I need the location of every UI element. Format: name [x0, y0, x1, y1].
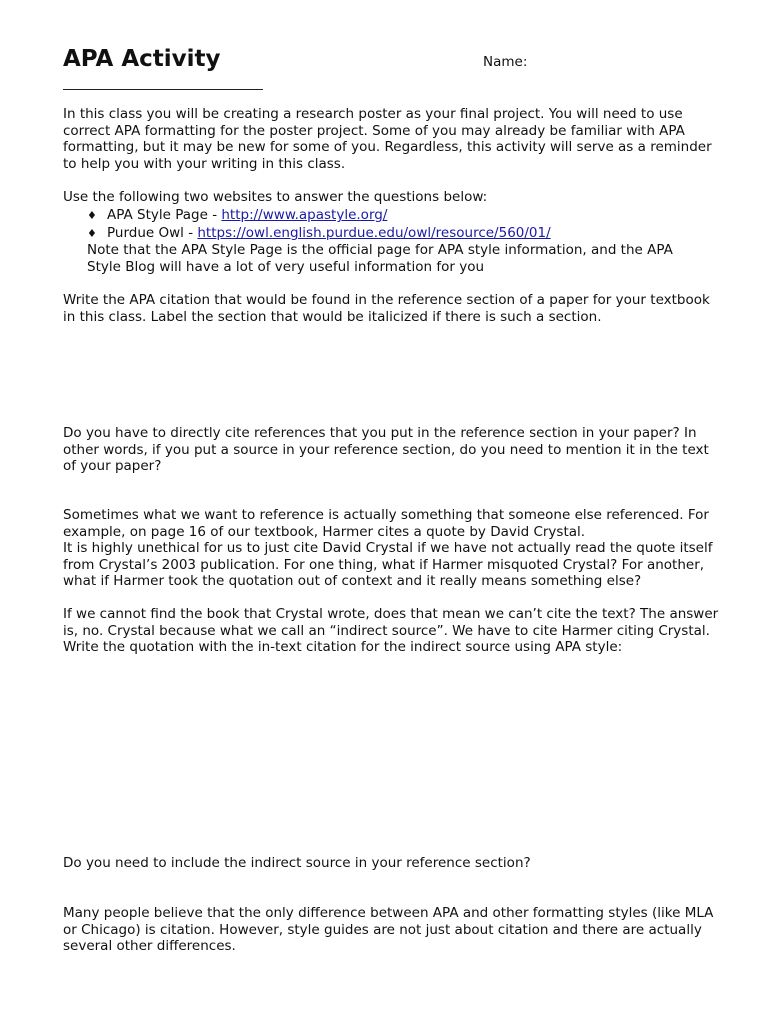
question-indirect-reference: Do you need to include the indirect source in your reference section?: [63, 855, 531, 871]
apastyle-link[interactable]: http://www.apastyle.org/: [221, 207, 388, 223]
list-item-purdue-owl: [87, 225, 551, 243]
question-textbook-citation: Write the APA citation that would be found in the reference section of a paper for your textbook in this class. Label the section that would be italicized if there is such a section.: [63, 292, 710, 325]
list-item-apa-style: [87, 207, 387, 225]
formatting-styles-paragraph: Many people believe that the only difference between APA and other formatting styles (like MLA or Chicago) is citation. However, style guides are not just about citation and there are actually several other differences.: [63, 905, 714, 955]
diamond-bullet-icon: ♦: [87, 209, 97, 222]
websites-note: Note that the APA Style Page is the official page for APA style information, and the APA Style Blog will have a lot of very useful information for you: [87, 242, 673, 275]
question-direct-cite: Do you have to directly cite references that you put in the reference section in your paper? In other words, if you put a source in your reference section, do you need to mention it in the text of your paper?: [63, 425, 709, 475]
websites-lead: Use the following two websites to answer the questions below:: [63, 189, 488, 205]
list-item-label: APA Style Page -: [107, 207, 222, 223]
diamond-bullet-icon: ♦: [87, 227, 97, 240]
list-item-label: Purdue Owl -: [107, 225, 198, 241]
question-indirect-quotation: If we cannot find the book that Crystal wrote, does that mean we can’t cite the text? The answer is, no. Crystal because what we call an “indirect source”. We have to cite Harmer citing Crystal. Write the quotation with the in-text citation for the indirect source using APA style:: [63, 606, 719, 656]
indirect-source-intro: Sometimes what we want to reference is actually something that someone else referenced. For example, on page 16 of our textbook, Harmer cites a quote by David Crystal.: [63, 507, 709, 540]
indirect-source-ethics: It is highly unethical for us to just cite David Crystal if we have not actually read the quote itself from Crystal’s 2003 publication. For one thing, what if Harmer misquoted Crystal? For another, what if Harmer took the quotation out of context and it really means something else?: [63, 540, 713, 590]
page-title: APA Activity: [63, 46, 221, 72]
name-blank-line: [63, 89, 263, 90]
purdue-owl-link[interactable]: https://owl.english.purdue.edu/owl/resource/560/01/: [197, 225, 551, 241]
intro-paragraph: In this class you will be creating a research poster as your final project. You will need to use correct APA formatting for the poster project. Some of you may already be familiar with APA formatting, but it may be new for some of you. Regardless, this activity will serve as a reminder to help you with your writing in this class.: [63, 106, 712, 172]
name-label: Name:: [483, 54, 528, 70]
